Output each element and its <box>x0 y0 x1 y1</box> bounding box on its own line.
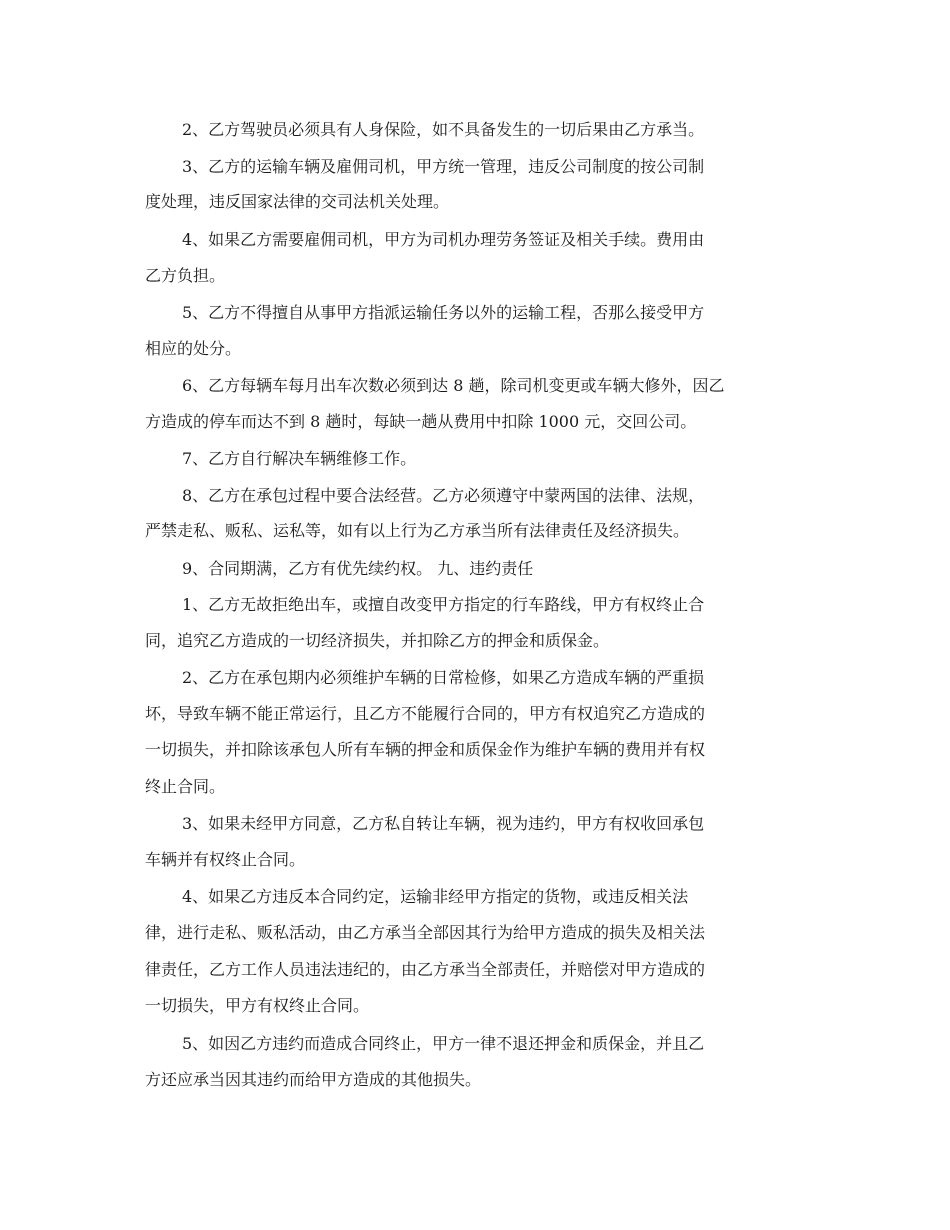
breach-2-line-1: 2、乙方在承包期内必须维护车辆的日常检修，如果乙方造成车辆的严重损 <box>182 668 705 687</box>
breach-2-line-4: 终止合同。 <box>145 777 226 796</box>
breach-1-line-1: 1、乙方无故拒绝出车，或擅自改变甲方指定的行车路线，甲方有权终止合 <box>182 595 705 614</box>
breach-5-line-2: 方还应承当因其违约而给甲方造成的其他损失。 <box>145 1070 482 1089</box>
breach-3-line-2: 车辆并有权终止合同。 <box>145 850 306 869</box>
breach-4-line-1: 4、如果乙方违反本合同约定，运输非经甲方指定的货物，或违反相关法 <box>182 887 689 906</box>
breach-4-line-2: 律，进行走私、贩私活动，由乙方承当全部因其行为给甲方造成的损失及相关法 <box>145 923 706 942</box>
clause-8-line-2: 严禁走私、贩私、运私等，如有以上行为乙方承当所有法律责任及经济损失。 <box>145 521 690 540</box>
breach-2-line-2: 坏，导致车辆不能正常运行，且乙方不能履行合同的，甲方有权追究乙方造成的 <box>145 704 706 723</box>
breach-2-line-3: 一切损失，并扣除该承包人所有车辆的押金和质保金作为维护车辆的费用并有权 <box>145 740 706 759</box>
breach-3-line-1: 3、如果未经甲方同意，乙方私自转让车辆，视为违约，甲方有权收回承包 <box>182 814 705 833</box>
clause-4-line-1: 4、如果乙方需要雇佣司机，甲方为司机办理劳务签证及相关手续。费用由 <box>182 230 705 249</box>
clause-6-line-1: 6、乙方每辆车每月出车次数必须到达 8 趟，除司机变更或车辆大修外，因乙 <box>182 376 725 395</box>
clause-8-line-1: 8、乙方在承包过程中要合法经营。乙方必须遵守中蒙两国的法律、法规， <box>182 486 705 505</box>
clause-7-line-1: 7、乙方自行解决车辆维修工作。 <box>182 449 417 468</box>
breach-4-line-4: 一切损失，甲方有权终止合同。 <box>145 996 370 1015</box>
clause-3-line-2: 度处理，违反国家法律的交司法机关处理。 <box>145 192 450 211</box>
breach-5-line-1: 5、如因乙方违约而造成合同终止，甲方一律不退还押金和质保金，并且乙 <box>182 1034 705 1053</box>
clause-6-line-2: 方造成的停车而达不到 8 趟时，每缺一趟从费用中扣除 1000 元，交回公司。 <box>145 412 697 431</box>
clause-9-line-1: 9、合同期满，乙方有优先续约权。 九、违约责任 <box>182 559 534 578</box>
clause-4-line-2: 乙方负担。 <box>145 266 226 285</box>
breach-1-line-2: 同，追究乙方造成的一切经济损失，并扣除乙方的押金和质保金。 <box>145 631 610 650</box>
breach-4-line-3: 律责任，乙方工作人员违法违纪的，由乙方承当全部责任，并赔偿对甲方造成的 <box>145 960 706 979</box>
clause-5-line-1: 5、乙方不得擅自从事甲方指派运输任务以外的运输工程，否那么接受甲方 <box>182 303 705 322</box>
clause-2-line-1: 2、乙方驾驶员必须具有人身保险，如不具备发生的一切后果由乙方承当。 <box>182 120 705 139</box>
clause-5-line-2: 相应的处分。 <box>145 339 242 358</box>
clause-3-line-1: 3、乙方的运输车辆及雇佣司机，甲方统一管理，违反公司制度的按公司制 <box>182 157 705 176</box>
